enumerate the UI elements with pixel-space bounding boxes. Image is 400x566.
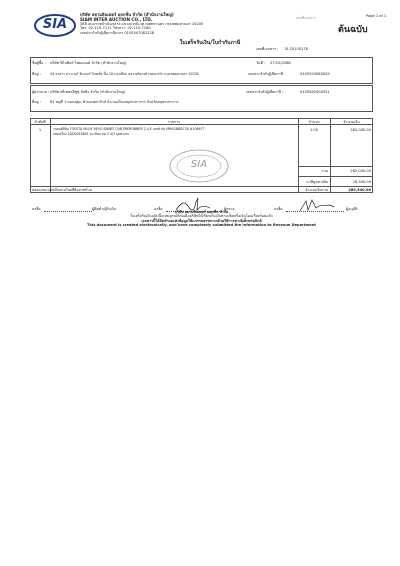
buyer-tax-value: 0105553063029 (300, 72, 330, 76)
doc-number-value: SI-25100178 (285, 47, 308, 51)
buyer-name-value: บริษัท ฟิโลฟิตร์ ไทยแลนด์ จำกัด (สำนักงานใหญ่) (50, 61, 127, 65)
seller-name-label: ผู้ฝากขาย : (32, 90, 50, 94)
company-address: 388 ถนนราชดำเนินกลาง แขวงบวรนิเวศ เขตพระนคร กรุงเทพมหานคร 10200 (80, 22, 204, 26)
vat-label: ภาษีมูลค่าเพิ่ม (306, 180, 328, 184)
buyer-address-label: ที่อยู่ : (32, 72, 41, 76)
signature-block-1: ลงชื่อ ผู้ติดต่ำ/ผู้รับเงิน (32, 207, 117, 211)
company-logo (33, 13, 77, 38)
row-description-line2: เลขเครื่อง 2GD0016851 ทะเบียน บท 2 4/3 จุดพวงรถ (53, 132, 130, 136)
amount-in-words: สองแสนแปดหมื่นสามร้อยสี่สิบบาทถ้วน (32, 188, 92, 192)
seller-tax-label: เลขประจำตัวผู้เสียภาษี : (246, 90, 284, 94)
top-right-note: เลขที่เอกสาร (296, 16, 316, 20)
row-quantity: 1.00 (309, 128, 318, 132)
document-title: ใบเสร็จรับเงิน/ใบกำกับภาษี (179, 40, 241, 46)
header-quantity: จำนวน (308, 119, 320, 124)
buyer-address-value: 44 อาคาร ทาวเวอร์ ฟิวเจอร์ ไทยเพ็ง ชั้น 20 ถนนสีลม แขวงสุริยวงศ์ เขตบางรัก กรุงเทพมหานคร 10330 (50, 72, 199, 76)
subtotal-label: รวม (321, 169, 328, 173)
doc-number-label: เลขที่เอกสาร : (256, 47, 279, 51)
footer-note: ใบเสร็จรับเงินฉบับนี้จะสมบูรณ์ก็ต่อเมื่อบริษัทได้เรียกเก็บเงินตามเช็คหรือเงินโอนเรียบร้อยแล้ว (130, 214, 273, 219)
seller-name-value: บริษัท ตรีเพชรอีซูซุ ลิสซิ่ง จำกัด (สำนักงานใหญ่) (50, 90, 126, 94)
company-name-en: SIAM INTER AUCTION CO., LTD. (80, 17, 153, 22)
company-phone: โทร. 02-119-7111 โทรสาร. 02-119-7180 (80, 26, 151, 31)
buyer-tax-label: เลขประจำตัวผู้เสียภาษี : (248, 72, 286, 76)
seller-address-label: ที่อยู่ : (32, 100, 41, 104)
stamp-logo-text: SIA (190, 159, 208, 170)
row-no: 1 (38, 128, 42, 132)
company-stamp (168, 148, 230, 184)
buyer-date-label: วันที่ : (256, 61, 266, 65)
total-value: 280,340.00 (348, 188, 371, 192)
buyer-date-value: 27/10/2568 (270, 61, 291, 65)
footer-electronic-en: This document is created electronically, and have completely submitted the information to Revenue Department (86, 223, 316, 228)
row-amount: 262,000.00 (350, 128, 371, 132)
copy-mark: ต้นฉบับ (338, 25, 368, 35)
footer-company: บริษัท สยามอินเตอร์ ออกชั่น จำกัด (174, 210, 229, 214)
buyer-name-label: ชื่อผู้ซื้อ : (32, 61, 46, 65)
footer-electronic-th: เอกสารนี้ได้จัดทำและส่งข้อมูลให้แก่กรมสรรพากรด้วยวิธีการทางอิเล็กทรอนิกส์ (141, 218, 262, 223)
vat-value: 18,340.00 (352, 180, 371, 184)
company-name-th: บริษัท สยามอินเตอร์ ออกชั่น จำกัด (สำนักงานใหญ่) (80, 12, 174, 17)
signature-block-3: ลงชื่อ ผู้อนุมัติ (272, 196, 372, 218)
header-description: รายการ (167, 119, 181, 124)
row-description-line1: รถยนต์ยี่ห้อ TOYOTA HILUX REVO SMART CAB PRERUNNER 2.4 E เลขตัวถัง MR0GB8DC30 #106677 (53, 127, 205, 131)
page-indicator: Page 1 of 1 (366, 14, 387, 18)
logo-text: SIA (42, 17, 68, 32)
company-header (80, 12, 203, 35)
seller-address-value: 61 หมู่ที่ 1 ถนนสุขุม ตำบลเทพารักษ์ อำเภอเมืองสมุทรปราการ จังหวัดสมุทรปราการ (50, 100, 179, 104)
header-no: ลำดับที่ (34, 119, 46, 124)
footer (30, 210, 373, 228)
seller-tax-value: 0105562000921 (300, 90, 330, 94)
subtotal-value: 262,000.00 (350, 169, 371, 173)
total-label: จำนวนเงินรวม (305, 188, 328, 192)
company-tax-id: เลขประจำตัวผู้เสียภาษีอากร 0105547081228 (80, 30, 155, 35)
header-amount: จำนวนเงิน (343, 119, 360, 124)
signature-block-2: ลงชื่อ ผู้ตรวจ (152, 196, 252, 218)
